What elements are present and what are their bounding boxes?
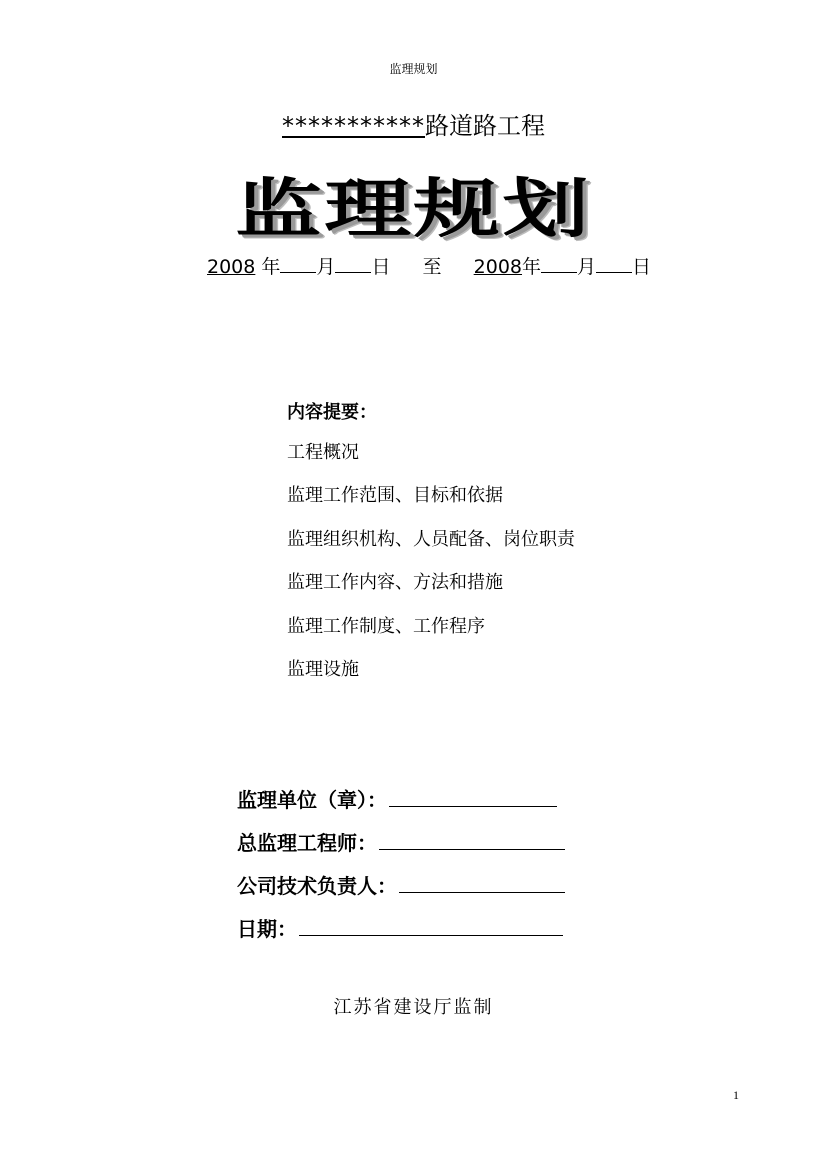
summary-item: 监理组织机构、人员配备、岗位职责: [287, 528, 575, 550]
start-day-blank: [335, 254, 371, 273]
end-year-char: 年: [522, 256, 542, 278]
start-day-char: 日: [371, 256, 391, 278]
end-month-char: 月: [577, 256, 597, 278]
signature-tech-field[interactable]: [399, 872, 565, 893]
signature-date-label: 日期：: [237, 917, 297, 941]
end-day-blank: [596, 254, 632, 273]
start-month-blank: [280, 254, 316, 273]
end-year: 2008: [473, 256, 523, 278]
project-title: [0, 106, 827, 141]
summary-item: 监理设施: [287, 658, 359, 680]
project-name-placeholder: ***********: [282, 112, 425, 140]
start-year: 2008: [207, 256, 256, 278]
summary-item: 工程概况: [287, 442, 359, 463]
signature-chief-field[interactable]: [379, 829, 565, 850]
end-month-blank: [541, 254, 577, 273]
page-number: 1: [733, 1088, 739, 1102]
summary-item: 监理工作制度、工作程序: [287, 615, 485, 637]
signature-date-row: [237, 915, 563, 941]
signature-unit-field[interactable]: [389, 786, 557, 807]
signature-date-field[interactable]: [299, 915, 563, 936]
period-line: [207, 252, 651, 279]
signature-unit-row: [237, 786, 557, 812]
signature-tech-label: 公司技术负责人：: [237, 874, 397, 898]
start-year-char: 年: [261, 256, 281, 278]
signature-tech-row: [237, 872, 565, 898]
end-day-char: 日: [632, 256, 652, 278]
project-name-suffix: 路道路工程: [425, 112, 545, 140]
page-header: 监理规划: [389, 62, 438, 76]
summary-list: [287, 440, 575, 700]
summary-heading: 内容提要：: [287, 402, 377, 423]
signature-unit-label: 监理单位（章）：: [237, 788, 387, 812]
signature-chief-row: [237, 829, 565, 855]
summary-item: 监理工作范围、目标和依据: [287, 485, 503, 507]
signature-chief-label: 总监理工程师：: [237, 831, 377, 855]
to-char: 至: [422, 256, 442, 278]
summary-item: 监理工作内容、方法和措施: [287, 572, 503, 594]
document-title: 监理规划: [235, 173, 592, 247]
issuing-authority: 江苏省建设厅监制: [333, 997, 494, 1018]
start-month-char: 月: [316, 256, 336, 278]
